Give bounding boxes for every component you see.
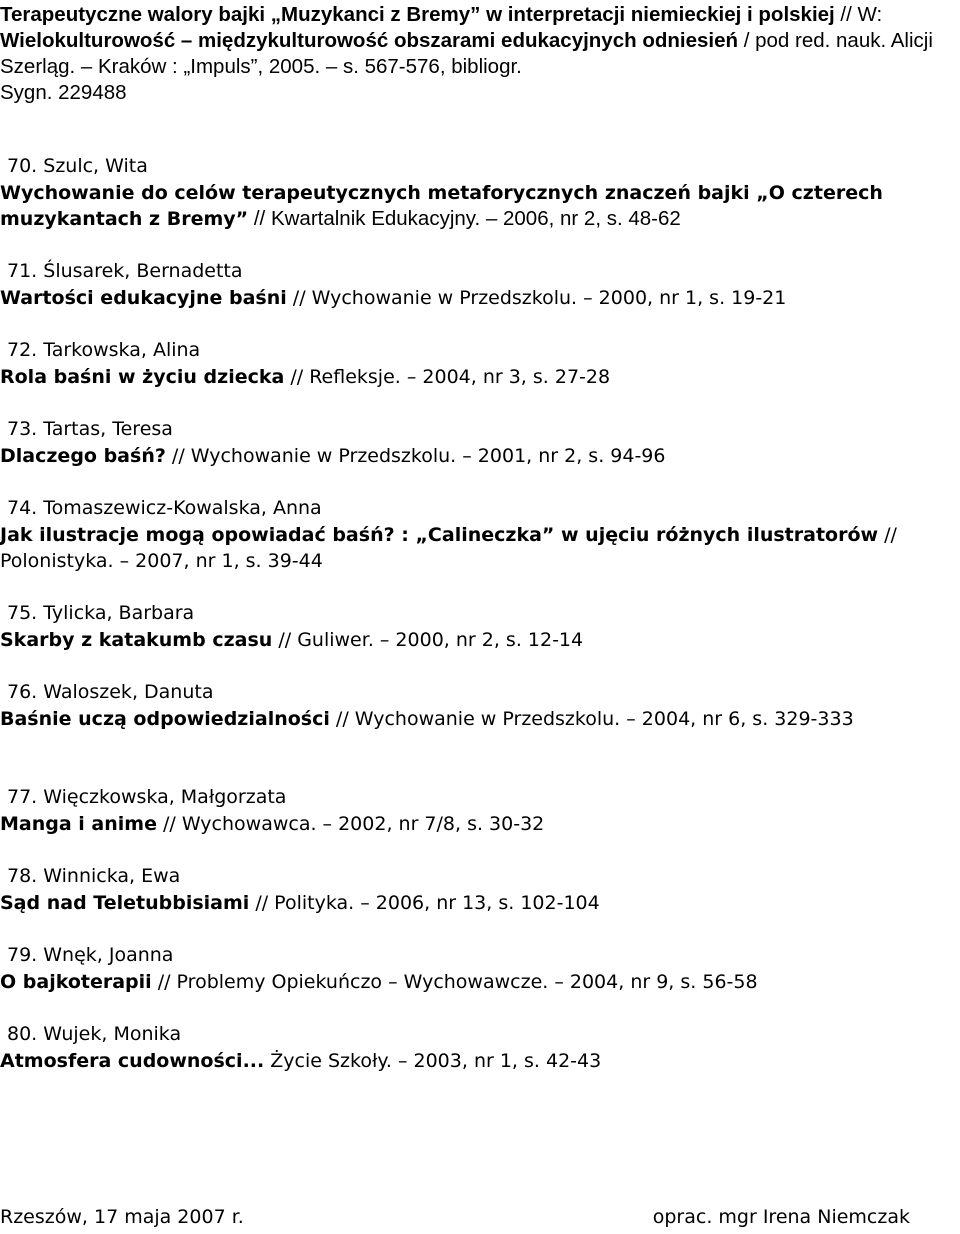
entry-author: 70. Szulc, Wita [7, 155, 148, 177]
entry-author: 79. Wnęk, Joanna [7, 944, 174, 966]
entry-source: // Polonistyka. – 2007, nr 1, s. 39-44 [0, 523, 897, 572]
place-and-date: Rzeszów, 17 maja 2007 r. [0, 1206, 244, 1228]
continued-entry [0, 2, 952, 106]
entry-source: // Wychowanie w Przedszkolu. – 2004, nr 6, s. 329-333 [329, 707, 854, 730]
collection-title: Wielokulturowość – międzykulturowość obszarami edukacyjnych odniesień [0, 29, 739, 52]
bibliography-entry-79 [0, 942, 958, 995]
bibliography-entry-70 [0, 153, 958, 233]
bibliography-entry-80 [0, 1021, 958, 1074]
call-number: Sygn. 229488 [0, 81, 127, 104]
entry-title: Baśnie uczą odpowiedzialności [0, 707, 330, 730]
entry-author: 77. Więczkowska, Małgorzata [7, 786, 287, 808]
bibliography-entry-78 [0, 863, 958, 916]
entry-author: 76. Waloszek, Danuta [7, 681, 214, 703]
entry-author: 73. Tartas, Teresa [7, 418, 173, 440]
entry-author: 75. Tylicka, Barbara [7, 602, 195, 624]
entry-source: // Refleksje. – 2004, nr 3, s. 27-28 [284, 365, 611, 388]
entry-title: Manga i anime [0, 812, 157, 835]
entry-title: Terapeutyczne walory bajki „Muzykanci z Bremy” w interpretacji niemieckiej i polskiej [0, 3, 835, 26]
bibliography-entry-76 [0, 679, 958, 732]
entry-source: // Wychowanie w Przedszkolu. – 2001, nr 2, s. 94-96 [165, 444, 666, 467]
entry-title: Jak ilustracje mogą opowiadać baśń? : „Calineczka” w ujęciu różnych ilustratorów [0, 523, 879, 546]
entry-title: Skarby z katakumb czasu [0, 628, 273, 651]
entry-author: 71. Ślusarek, Bernadetta [7, 260, 243, 282]
entry-title: Atmosfera cudowności... [0, 1049, 265, 1072]
entry-author: 74. Tomaszewicz-Kowalska, Anna [7, 497, 322, 519]
entry-title: Sąd nad Teletubbisiami [0, 891, 250, 914]
compiler-credit: oprac. mgr Irena Niemczak [652, 1206, 910, 1228]
bibliography-entry-72 [0, 337, 958, 390]
bibliography-entry-77 [0, 784, 958, 837]
entry-source: // Wychowawca. – 2002, nr 7/8, s. 30-32 [156, 812, 545, 835]
entry-source: // Problemy Opiekuńczo – Wychowawcze. – 2004, nr 9, s. 56-58 [151, 970, 758, 993]
entry-source: Życie Szkoły. – 2003, nr 1, s. 42-43 [264, 1049, 602, 1072]
bibliography-entry-73 [0, 416, 958, 469]
bibliography-entry-71 [0, 258, 958, 311]
entry-source: // Wychowanie w Przedszkolu. – 2000, nr 1, s. 19-21 [286, 286, 787, 309]
entry-source: // Guliwer. – 2000, nr 2, s. 12-14 [272, 628, 584, 651]
entry-source: // Kwartalnik Edukacyjny. – 2006, nr 2, s. 48-62 [248, 207, 681, 230]
entry-author: 72. Tarkowska, Alina [7, 339, 201, 361]
bibliography-entry-74 [0, 495, 958, 575]
entry-title: Wartości edukacyjne baśni [0, 286, 287, 309]
entry-source-prefix: // W: [834, 3, 883, 26]
entry-title: Rola baśni w życiu dziecka [0, 365, 285, 388]
entry-title: Wychowanie do celów terapeutycznych metaforycznych znaczeń bajki „O czterech muzykantach z Bremy” [0, 181, 883, 230]
entry-source: // Polityka. – 2006, nr 13, s. 102-104 [249, 891, 600, 914]
bibliography-entry-75 [0, 600, 958, 653]
entry-author: 80. Wujek, Monika [7, 1023, 182, 1045]
entry-publication: / pod red. nauk. Alicji Szerląg. – Kraków : „Impuls”, 2005. – s. 567-576, bibliogr. [0, 29, 933, 78]
entry-title: Dlaczego baśń? [0, 444, 166, 467]
entry-author: 78. Winnicka, Ewa [7, 865, 181, 887]
entry-title: O bajkoterapii [0, 970, 152, 993]
